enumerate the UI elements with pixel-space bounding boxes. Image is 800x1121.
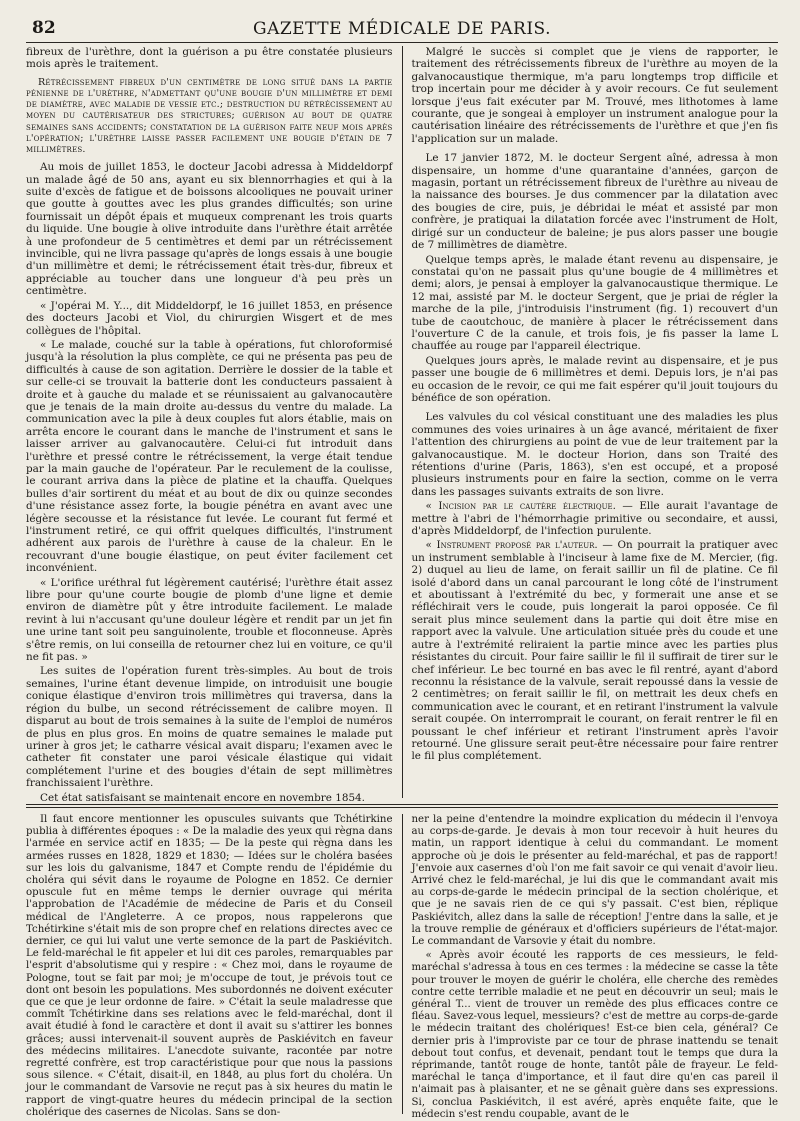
column-rule	[402, 814, 403, 1114]
subheading: Instrument proposé par l'auteur.	[436, 539, 598, 552]
bottom-right-column	[411, 814, 778, 1120]
page-number: 82	[32, 18, 56, 38]
paragraph: Les suites de l'opération furent très-simples. Au bout de trois semaines, l'urine étant devenue limpide, on introduisit une bougie conique élastique d'environ trois millimètres qui traversa, dans la région du bulbe, un second rétrécissement de calibre moyen. Il disparut au bout de trois semaines à la suite de l'emploi de numéros de plus en plus gros. En moins de quatre semaines le malade put uriner à gros jet; le catharre vésical avait disparu; l'examen avec le catheter fit constater une paroi vésicale élastique qui vidait complétement l'urine et des bougies d'étain de sept millimètres franchissaient l'urèthre.	[26, 665, 393, 790]
paragraph: « Instrument proposé par l'auteur. — On pourrait la pratiquer avec un instrument semblable à l'inciseur à lame fixe de M. Mercier, (fig. 2) duquel au lieu de lame, on ferait saillir un fil de platine. Ce fil isolé d'abord dans un canal parcourant le long côté de l'instrument et aboutissant à l'extrémité du bec, y formerait une anse et se réfléchirait vers le coude, puis longerait la paroi opposée. Ce fil serait plus mince seulement dans la partie qui doit être mise en rapport avec la valvule. Une articulation située près du coude et une autre à l'extrémité reliraient la partie mince avec les parties plus résistantes du circuit. Pour faire saillir le fil il suffirait de tirer sur le chef inférieur. Le bec tourné en bas avec le fil rentré, ayant d'abord reconnu la résistance de la valvule, serait repoussé dans la vessie de 2 centimètres; on ferait saillir le fil, on mettrait les deux chefs en communication avec le courant, et en retirant l'instrument la valvule serait coupée. On interromprait le courant, on ferait rentrer le fil en poussant le chef inférieur et retirant l'instrument après l'avoir retourné. Une glissure serait peut-être nécessaire pour faire rentrer le fil plus complétement.	[411, 539, 778, 763]
case-summary-heading: Rétrécissement fibreux d'un centimètre de long situé dans la partie pénienne de l'urèthre, n'admettant qu'une bougie d'un millimètre et demi de diamètre, avec maladie de vessie etc.; destruction du rétrécissement au moyen du cautérisateur des strictures; guérison au bout de quatre semaines sans accidents; constatation de la guérison faite neuf mois après l'opération; l'urèthre laisse passer facilement une bougie d'étain de 7 millimètres.	[26, 76, 393, 156]
journal-title: GAZETTE MÉDICALE DE PARIS.	[253, 19, 551, 39]
right-column	[411, 46, 778, 798]
bottom-left-column	[26, 814, 393, 1118]
paragraph: Quelques jours après, le malade revint au dispensaire, et je pus passer une bougie de 6 millimètres et demi. Depuis lors, je n'ai pas eu occasion de le revoir, ce qui me fait espérer qu'il jouit toujours du bénéfice de son opération.	[411, 354, 778, 404]
page-header	[26, 14, 778, 43]
paragraph: fibreux de l'urèthre, dont la guérison a pu être constatée plusieurs mois après le traitement.	[26, 46, 393, 71]
section-rule	[26, 807, 778, 808]
paragraph: ner la peine d'entendre la moindre explication du médecin il l'envoya au corps-de-garde. Je devais à mon tour recevoir à huit heures du matin, un rapport identique à celui du commandant. Le moment approche où je dois le présenter au feld-maréchal, et pas de rapport! J'envoie aux casernes d'où l'on me fait savoir ce qui venait d'avoir lieu. Arrivé chez le feld-maréchal, je lui dis que le commandant avait mis au corps-de-garde le médecin principal de la section cholérique, et que je ne savais rien de ce qui s'y passait. C'est bien, réplique Paskiévitch, allez dans la salle de réception! J'entre dans la salle, et je la trouve remplie de généraux et d'officiers supérieurs de l'état-major. Le commandant de Varsovie y était du nombre.	[411, 814, 778, 948]
paragraph: « Après avoir écouté les rapports de ces messieurs, le feld-maréchal s'adressa à tous en ces termes : la médecine se casse la tête pour trouver le moyen de guérir le choléra, elle cherche des remèdes contre cette terrible maladie et ne peut en découvrir un seul; mais le général T... vient de trouver un remède des plus efficaces contre ce fléau. Savez-vous lequel, messieurs? c'est de mettre au corps-de-garde le médecin traitant des cholériques! Est-ce bien cela, général? Ce dernier pris à l'improviste par ce tour de phrase inattendu se tenait debout tout confus, et devenait, pendant tout le temps que dura la réprimande, tantôt rouge de honte, tantôt pâle de frayeur. Le feld-maréchal le tança d'importance, et il faut dire qu'en cas pareil il n'aimait pas à plaisanter, et ne se gênait guère dans ses expressions. Si, conclua Paskiévitch, il est avéré, après enquête faite, que le médecin s'est rendu coupable, avant de le	[411, 950, 778, 1120]
column-rule	[402, 46, 403, 798]
paragraph: « L'orifice uréthral fut légèrement cautérisé; l'urèthre était assez libre pour qu'une courte bougie de plomb d'une ligne et demie environ de diamètre pût y être introduite facilement. Le malade revint à lui n'accusant qu'une douleur légère et rendit par un jet fin une urine tant soit peu sanguinolente, trouble et floconneuse. Après s'être remis, on lui conseilla de retourner chez lui en voiture, ce qu'il ne fit pas. »	[26, 576, 393, 664]
paragraph: Quelque temps après, le malade étant revenu au dispensaire, je constatai qu'on ne passait plus qu'une bougie de 4 millimètres et demi; alors, je pensai à employer la galvanocaustique thermique. Le 12 mai, assisté par M. le docteur Sergent, que je priai de régler la marche de la pile, j'introduisis l'instrument (fig. 1) recouvert d'un tube de caoutchouc, de manière à placer le rétrécissement dans l'ouverture C de la canule, et trois fois, je fis passer la lame L chauffée au rouge par l'appareil électrique.	[411, 253, 778, 353]
paragraph: Il faut encore mentionner les opuscules suivants que Tchétirkine publia à différentes époques : « De la maladie des yeux qui règna dans l'armée en service actif en 1835; — De la peste qui règna dans les armées russes en 1828, 1829 et 1830; — Idées sur le choléra basées sur les lois du galvanisme, 1847 et Compte rendu de l'épidémie du choléra qui sévit dans le royaume de Pologne en 1852. Ce dernier opuscule fut en même temps le dernier ouvrage qui mérita l'approbation de l'Académie de médecine de Paris et du Conseil médical de l'Angleterre. A ce propos, nous rappelerons que Tchétirkine s'était mis de son propre chef en relations directes avec ce dernier, ce qui lui valut une verte semonce de la part de Paskiévitch. Le feld-maréchal le fit appeler et lui dit ces paroles, remarquables par l'esprit d'absolutisme qui y respire : « Chez moi, dans le royaume de Pologne, tout se fait par moi; je m'occupe de tout, je prévois tout ce dont ont besoin les populations. Mes subordonnés ne doivent exécuter que ce que je leur ordonne de faire. » C'était la seule maladresse que commît Tchétirkine dans ses relations avec le feld-maréchal, dont il avait étudié à fond le caractère et dont il avait su s'attirer les bonnes grâces; aussi intervenait-il souvent auprès de Paskiévitch en faveur des médecins militaires. L'anecdote suivante, racontée par notre regretté confrère, est trop caractéristique pour que nous la passions sous silence. « C'était, disait-il, en 1848, au plus fort du choléra. Un jour le commandant de Varsovie ne reçut pas à six heures du matin le rapport de vingt-quatre heures du médecin principal de la section cholérique des casernes de Nicolas. Sans se don-	[26, 814, 393, 1118]
paragraph: Cet état satisfaisant se maintenait encore en novembre 1854.	[40, 791, 365, 804]
paragraph: « Incision par le cautère électrique. — Elle aurait l'avantage de mettre à l'abri de l'hémorrhagie primitive ou secondaire, et aussi, d'après Middeldorpf, de l'infection purulente.	[411, 500, 778, 538]
top-columns	[26, 46, 778, 804]
left-column	[26, 46, 393, 804]
section-rule	[26, 804, 778, 805]
bottom-columns	[26, 814, 778, 1120]
subheading: Incision par le cautère électrique.	[438, 500, 616, 513]
paragraph: « Le malade, couché sur la table à opérations, fut chloroformisé jusqu'à la résolution la plus complète, ce qui ne présenta pas peu de difficultés à cause de son agitation. Derrière le dossier de la table et sur celle-ci se trouvait la batterie dont les conducteurs passaient à droite et à gauche du malade et se réunissaient au galvanocautère que je tenais de la main droite au-dessus du ventre du malade. La communication avec la pile à deux couples fut alors établie, mais on arrêta encore le courant dans le manche de l'instrument et sans le laisser arriver au galvanocautère. Celui-ci fut introduit dans l'urèthre et pressé contre le rétrécissement, la verge était tendue par la main gauche de l'opérateur. Par le reculement de la coulisse, le courant arriva dans la pièce de platine et la chauffa. Quelques bulles d'air sortirent du méat et au bout de dix ou quinze secondes d'une résistance assez forte, la bougie pénétra en avant avec une légère secousse et la résistance fut levée. Le courant fut fermé et l'instrument retiré, ce qui offrit quelques difficultés, l'instrument adhérent aux parois de l'urèthre à cause de la chaleur. En le recouvrant d'une bougie élastique, on peut éviter facilement cet inconvénient.	[26, 338, 393, 575]
paragraph: Au mois de juillet 1853, le docteur Jacobi adressa à Middeldorpf un malade âgé de 50 ans, ayant eu six blennorrhagies et qui à la suite d'excès de fatigue et de boissons alcooliques ne pouvait uriner que goutte à gouttes avec les plus grandes difficultés; son urine fournissait un dépôt épais et muqueux comprenant les trois quarts du liquide. Une bougie à olive introduite dans l'urèthre était arrêtée à une profondeur de 5 centimètres et demi par un rétrécissement invincible, qui ne livra passage qu'après de longs essais à une bougie d'un millimètre et demi; le rétrécissement était très-dur, fibreux et appréciable au toucher dans une longueur d'à peu près un centimètre.	[26, 161, 393, 298]
paragraph: Malgré le succès si complet que je viens de rapporter, le traitement des rétrécissements fibreux de l'urèthre au moyen de la galvanocaustique thermique, m'a paru longtemps trop difficile et trop incertain pour me décider à y avoir recours. Ce fut seulement lorsque j'eus fait exécuter par M. Trouvé, mes lithotomes à lame courante, que je songeai à employer un instrument analogue pour la cautérisation linéaire des rétrécissements de l'urèthre et que j'en fis l'application sur un malade.	[411, 46, 778, 145]
paragraph: Le 17 janvier 1872, M. le docteur Sergent aîné, adressa à mon dispensaire, un homme d'une quarantaine d'années, garçon de magasin, portant un rétrécissement fibreux de l'urèthre au niveau de la naissance des bourses. Je dus commencer par la dilatation avec des bougies de cire, puis, je débridai le méat et assisté par mon confrère, je pratiquai la dilatation forcée avec l'instrument de Holt, dirigé sur un conducteur de baleine; je pus alors passer une bougie de 7 millimètres de diamètre.	[411, 152, 778, 252]
paragraph: « J'opérai M. Y..., dit Middeldorpf, le 16 juillet 1853, en présence des docteurs Jacobi et Viol, du chirurgien Wisgert et de mes collègues de l'hôpital.	[26, 299, 393, 337]
paragraph-text: — On pourrait la pratiquer avec un instrument semblable à l'inciseur à lame fixe de M. Mercier, (fig. 2) duquel au lieu de lame, on ferait saillir un fil de platine. Ce fil isolé d'abord dans un canal parcourant le long côté de l'instrument et aboutissant à l'extrémité du bec, y formerait une anse et se réfléchirait vers le coude, puis longerait la paroi opposée. Ce fil serait plus mince seulement dans la partie qui doit être mise en rapport avec la valvule. Une articulation située près du coude et une autre à l'extrémité reliraient la partie mince avec les parties plus résistantes du circuit. Pour faire saillir le fil il suffirait de tirer sur le chef inférieur. Le bec tourné en bas avec le fil rentré, ayant d'abord reconnu la résistance de la valvule, serait repoussé dans la vessie de 2 centimètres; on ferait saillir le fil, on mettrait les deux chefs en communication avec le courant, et en retirant l'instrument la valvule serait coupée. On interromprait le courant, on ferait rentrer le fil en poussant le chef inférieur et retirant l'instrument après l'avoir retourné. Une glissure serait peut-être nécessaire pour faire rentrer le fil plus complétement.	[411, 539, 778, 763]
paragraph-text: — Elle aurait l'avantage de mettre à l'abri de l'hémorrhagie primitive ou secondaire, et aussi, d'après Middeldorpf, de l'infection purulente.	[411, 500, 778, 538]
paragraph: Les valvules du col vésical constituant une des maladies les plus communes des voies urinaires à un âge avancé, méritaient de fixer l'attention des chirurgiens au point de vue de leur traitement par la galvanocaustique. M. le docteur Horion, dans son Traité des rétentions d'urine (Paris, 1863), s'en est occupé, et a proposé plusieurs instruments pour en faire la section, comme on le verra dans les passages suivants extraits de son livre.	[411, 411, 778, 498]
